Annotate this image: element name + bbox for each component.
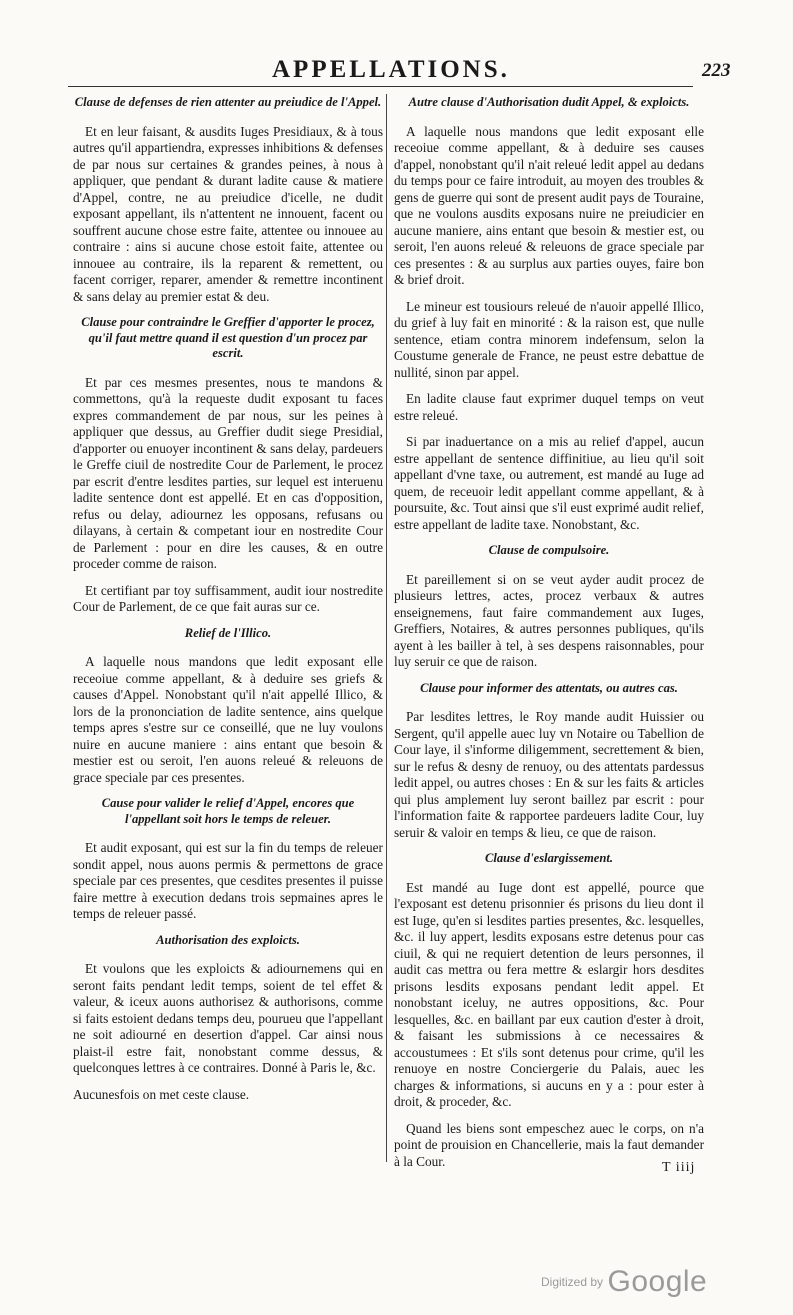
paragraph: A laquelle nous mandons que ledit exposant elle receoiue comme appellant, & à deduire ses causes d'appel, nonobstant qu'il n'ait releué ledit appel au dedans du temps pour ce faire introduit, au moyen des troubles & gens de guerre qui sont de present audit pays de Touraine, que ne voulons ausdits exposans nuire ne preiudicier en aucune maniere, ains entant que besoin & mestier est, ou seroit, l'en auons releué & releuons de grace speciale par ces presentes : & au surplus aux parties ouyes, faire bon & brief droit. <box>394 123 704 287</box>
running-title: APPELLATIONS. <box>272 56 510 83</box>
paragraph: Est mandé au Iuge dont est appellé, pource que l'exposant est detenu prisonnier és prisons du lieu dont il est Iuge, qu'en si lesdites parties presentes, &c. lesquelles, &c. il luy appert, lesdits exposans estre detenus pour cas ciuil, & qui ne requiert detention de leurs personnes, il audit cas mettra ou fera mettre & eslargir hors desdites prisons lesdits exposans pendant ledit appel. Et nonobstant iceluy, ne autres oppositions, &c. Pour lesquelles, &c. en baillant par eux caution d'ester à droit, & faisant les submissions à ce necessaires & accoustumees : Et s'ils sont detenus pour crime, qu'il les renuoye en nostre Conciergerie du Palais, auec les charges & informations, si aucuns en y a : pour ester à droit, & proceder, &c. <box>394 879 704 1109</box>
digitization-stamp <box>541 1265 707 1299</box>
paragraph: A laquelle nous mandons que ledit exposant elle receoiue comme appellant, & à deduire ses griefs & causes d'Appel. Nonobstant qu'il n'ait appellé Illico, & lors de la prononciation de ladite sentence, ains quelque temps apres s'estre sur ce conseillé, que ne luy voulons nuire en aucune maniere : ains entant que besoin & mestier est ou seroit, l'en auons releué & releuons de grace speciale par ces presentes. <box>73 654 383 785</box>
page-number: 223 <box>702 60 731 81</box>
paragraph: Et voulons que les exploicts & adiournemens qui en seront faits pendant ledit temps, soient de tel effet & valeur, & iceux auons authorisez & authorisons, comme si faits estoient dedans temps deu, pourueu que l'appellant ne soit adiourné en desertion d'appel. Car ainsi nous plaist-il estre fait, nonobstant comme dessus, & quelconques lettres à ce contraires. Donné à Paris le, &c. <box>73 961 383 1075</box>
paragraph: En ladite clause faut exprimer duquel temps on veut estre releué. <box>394 391 704 423</box>
google-logo: Google <box>607 1265 708 1298</box>
paragraph: Quand les biens sont empeschez auec le corps, on n'a point de prouision en Chancellerie, mais la faut demander à la Cour. <box>394 1120 704 1169</box>
section-heading: Cause pour valider le relief d'Appel, encores que l'appellant soit hors le temps de releuer. <box>101 796 355 826</box>
section-heading: Clause d'eslargissement. <box>484 851 614 865</box>
section-heading: Clause pour informer des attentats, ou autres cas. <box>420 680 678 695</box>
section-heading: Relief de l'Illico. <box>184 625 272 640</box>
signature-mark: T iiij <box>662 1160 696 1175</box>
section-heading: Authorisation des exploicts. <box>156 932 300 947</box>
digitized-prefix: Digitized by <box>541 1275 604 1289</box>
right-column <box>394 95 704 1180</box>
paragraph: Et par ces mesmes presentes, nous te mandons & commettons, qu'à la requeste dudit exposant tu faces expres commandement de par nous, sur les peines à appliquer que dessus, au Greffier dudit siege Presidial, d'apporter ou enuoyer incontinent & sans delay, pardeuers le Greffe ciuil de nostredite Cour de Parlement, le procez par escrit d'entre lesdites parties, sur lequel est interuenu ladite sentence dont est appellé. Et en cas d'opposition, refus ou delay, adiournez les opposans, refusans ou dilayans, à certain & competant iour en nostredite Cour de Parlement : pour en dire les causes, & en outre proceder comme de raison. <box>73 374 383 571</box>
paragraph: Et pareillement si on se veut ayder audit procez de plusieurs lettres, actes, procez verbaux & autres enseignemens, faut faire commandement aux Iuges, Greffiers, Notaires, & autres personnes publiques, qu'ils ayent à les bailler à tel, à ses despens raisonnables, pour luy seruir ce que de raison. <box>394 571 704 669</box>
paragraph: Aucunesfois on met ceste clause. <box>73 1086 250 1102</box>
paragraph: Le mineur est tousiours releué de n'auoir appellé Illico, du grief à luy fait en minorité : & la raison est, que nulle sentence, etiam contra minorem indefensum, selon la Coustume generale de France, ne peust estre debattue de nullité, sinon par appel. <box>394 298 704 380</box>
page-header <box>0 50 793 90</box>
header-rule <box>68 86 693 87</box>
paragraph: Par lesdites lettres, le Roy mande audit Huissier ou Sergent, qu'il appelle auec luy vn Notaire ou Tabellion de Cour laye, il s'informe diligemment, secrettement & bien, sur le refus & desny de renuoy, ou des attentats pardessus ledit appel, ou autres choses : En & sur les faits & articles qui plus amplement luy seront baillez par escrit : pour l'information faite & rapportee pardeuers ladite Cour, luy seruir & valoir en temps & lieu, ce que de raison. <box>394 709 704 840</box>
section-heading: Clause pour contraindre le Greffier d'apporter le procez, qu'il faut mettre quand il est question d'un procez par escrit. <box>81 315 375 360</box>
paragraph: Et audit exposant, qui est sur la fin du temps de releuer sondit appel, nous auons permis & permettons de grace speciale par ces presentes, que cesdites presentes il puisse faire mettre à execution dedans trois sepmaines apres le temps de releuer passé. <box>73 840 383 921</box>
paragraph: Et certifiant par toy suffisamment, audit iour nostredite Cour de Parlement, de ce que fait auras sur ce. <box>73 582 383 614</box>
section-heading: Clause de defenses de rien attenter au preiudice de l'Appel. <box>74 95 382 109</box>
paragraph: Si par inaduertance on a mis au relief d'appel, aucun estre appellant de sentence diffinitiue, au lieu qu'il soit appellant d'vne taxe, ou autrement, est mandé au Iuge ad quem, de receuoir ledit appellant comme appellant, & à poursuite, &c. Tout ainsi que s'il eust exprimé audit relief, estre appellant de ladite taxe. Nonobstant, &c. <box>394 434 704 532</box>
section-heading: Autre clause d'Authorisation dudit Appel, & exploicts. <box>408 95 690 109</box>
left-column <box>73 95 383 1113</box>
section-heading: Clause de compulsoire. <box>488 543 610 557</box>
column-divider <box>386 94 387 1162</box>
paragraph: Et en leur faisant, & ausdits Iuges Presidiaux, & à tous autres qu'il appartiendra, expresses inhibitions & defenses de par nous sur certaines & grandes peines, à nous à appliquer, que pendant & durant ladite cause & matiere d'Appel, contre, ne au preiudice d'icelle, ne dudit exposant appellant, ils n'attentent ne innouent, facent ou souffrent aucune chose estre faite, attentee ou innouee au contraire : ains si aucune chose estoit faite, attentee ou innouee au contraire, ils la reparent & remettent, ou facent corriger, reparer, amender & remettre incontinent & sans delay au premier estat & deu. <box>73 123 383 304</box>
